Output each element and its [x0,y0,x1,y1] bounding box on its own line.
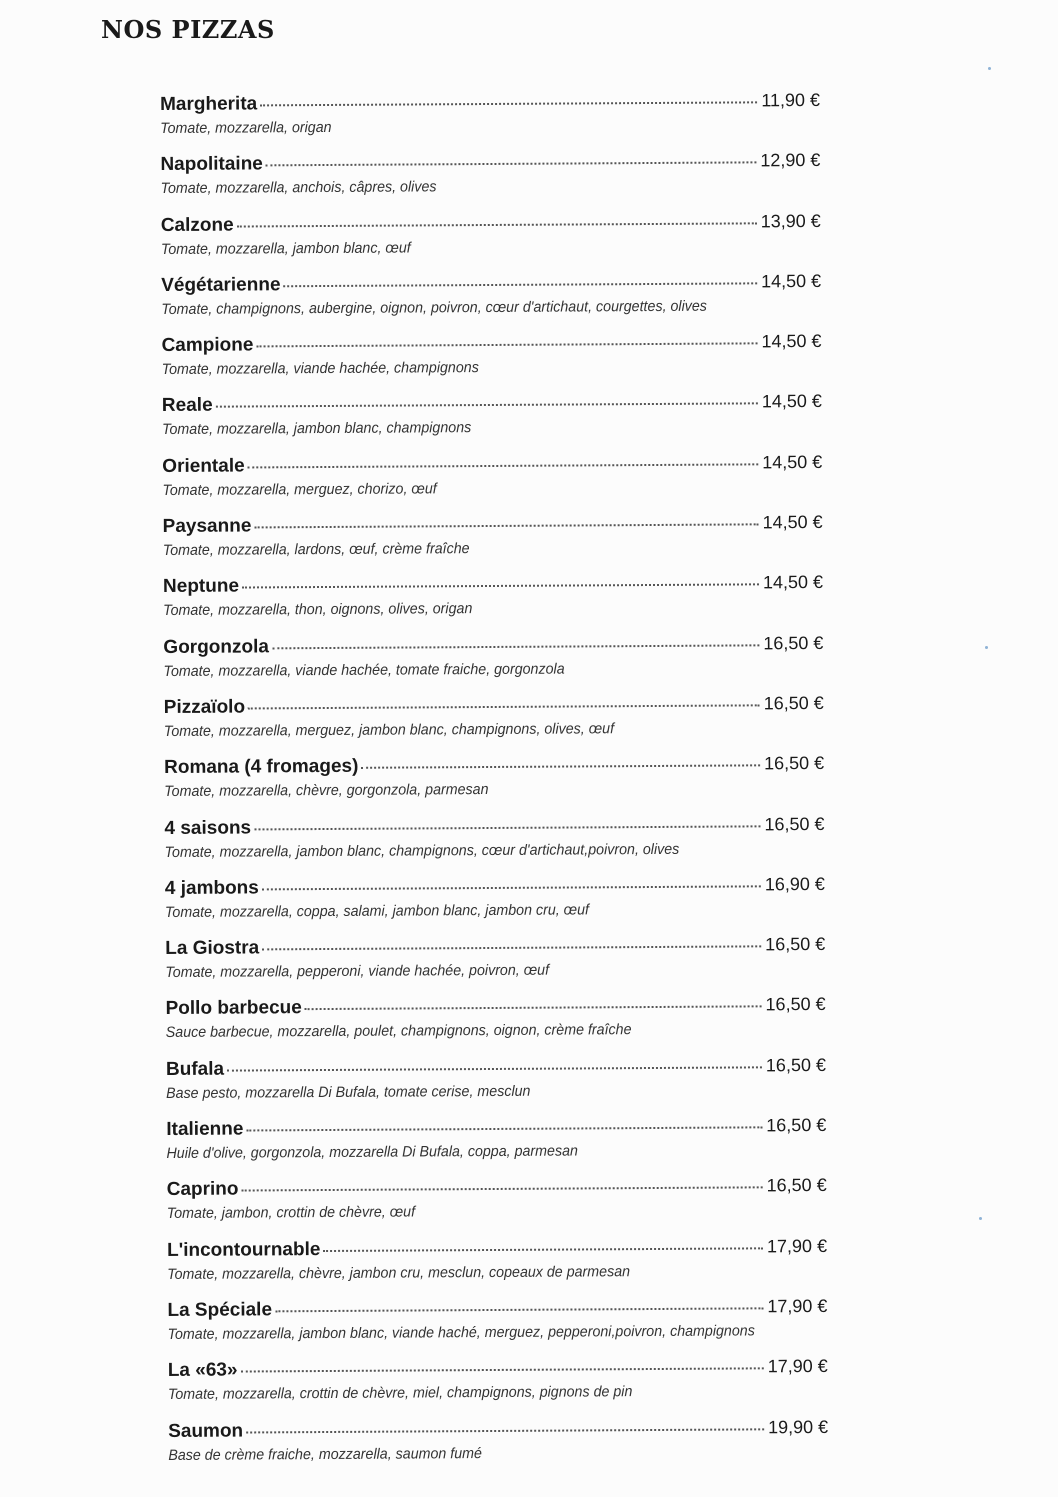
item-price: 16,50 € [764,813,825,834]
menu-item [163,633,823,697]
item-description: Tomate, mozzarella, thon, oignons, olives, origan [163,600,473,620]
scan-speck [988,67,991,70]
item-description: Tomate, jambon, crottin de chèvre, œuf [166,1203,416,1223]
item-price: 16,50 € [765,934,826,955]
item-name: La Spéciale [167,1299,273,1321]
menu-item [167,1236,827,1300]
item-price: 16,50 € [766,1175,827,1196]
item-name: La Giostra [165,937,260,960]
menu-item [160,150,820,214]
item-description: Tomate, champignons, aubergine, oignon, poivron, cœur d'artichaut, courgettes, olives [161,297,707,318]
item-description: Base pesto, mozzarella Di Bufala, tomate cerise, mesclun [166,1082,531,1102]
item-name: 4 saisons [164,817,252,839]
item-price: 11,90 € [761,89,821,111]
item-price: 16,50 € [765,1054,827,1076]
item-price: 14,50 € [762,572,824,593]
dot-leader [305,1006,762,1011]
item-price: 14,50 € [762,512,823,533]
item-description: Tomate, mozzarella, merguez, jambon blanc, champignons, olives, œuf [163,720,615,740]
item-name: Orientale [162,455,245,477]
item-description: Tomate, mozzarella, chèvre, jambon cru, mesclun, copeaux de parmesan [167,1262,631,1283]
menu-item [165,934,825,998]
item-price: 14,50 € [762,451,823,473]
dot-leader [246,1126,762,1131]
item-price: 17,90 € [766,1235,828,1256]
item-price: 13,90 € [760,210,821,231]
dot-leader [256,343,757,348]
item-price: 14,50 € [761,331,822,352]
item-description: Sauce barbecue, mozzarella, poulet, champignons, oignon, crème fraîche [165,1021,632,1042]
item-description: Huile d'olive, gorgonzola, mozzarella Di Bufala, coppa, parmesan [166,1142,578,1163]
menu-item [165,874,825,938]
menu-item [168,1356,828,1420]
item-description: Tomate, mozzarella, pepperoni, viande hachée, poivron, œuf [165,961,550,982]
item-description: Tomate, mozzarella, jambon blanc, viande haché, merguez, pepperoni,poivron, champignons [167,1322,755,1343]
item-name: Napolitaine [160,153,263,176]
item-name: Margherita [160,93,258,115]
dot-leader [266,162,757,167]
item-name: Neptune [162,575,240,598]
menu-item [164,693,824,757]
dot-leader [248,463,759,468]
menu-item [166,1055,826,1119]
menu-item [160,90,820,154]
dot-leader [241,1187,762,1192]
pizza-menu-list [160,90,828,1481]
dot-leader [254,523,758,528]
item-description: Tomate, mozzarella, crottin de chèvre, miel, champignons, pignons de pin [167,1383,633,1404]
dot-leader [242,584,759,589]
item-name: Saumon [168,1420,244,1442]
item-description: Tomate, mozzarella, coppa, salami, jambon blanc, jambon cru, œuf [164,901,590,921]
menu-item [164,753,824,817]
item-price: 16,50 € [763,632,824,653]
menu-item [167,1296,827,1360]
scan-speck [979,1217,982,1220]
page-title: NOS PIZZAS [101,15,275,44]
menu-item [161,211,821,275]
menu-item [168,1416,828,1480]
menu-item [163,512,823,576]
dot-leader [216,403,758,408]
item-price: 14,50 € [761,391,822,412]
item-description: Tomate, mozzarella, anchois, câpres, olives [160,178,437,198]
item-description: Tomate, mozzarella, jambon blanc, champignons [162,419,472,439]
item-price: 19,90 € [768,1416,829,1437]
item-description: Tomate, mozzarella, chèvre, gorgonzola, parmesan [164,781,489,801]
item-description: Tomate, mozzarella, viande hachée, tomate fraiche, gorgonzola [163,660,565,680]
item-name: Pollo barbecue [165,997,302,1020]
item-name: Italienne [166,1118,244,1141]
item-name: 4 jambons [164,877,259,899]
item-price: 16,90 € [764,873,825,895]
dot-leader [262,885,761,890]
item-name: Calzone [160,214,234,236]
item-price: 16,50 € [763,692,824,714]
menu-item [167,1175,827,1239]
item-name: Végétarienne [161,274,281,296]
item-description: Tomate, mozzarella, lardons, œuf, crème fraîche [162,540,470,560]
item-price: 16,50 € [763,753,825,774]
menu-item [166,1115,826,1179]
item-name: L'incontournable [166,1238,321,1261]
item-price: 16,50 € [766,1114,827,1136]
item-name: Campione [161,334,254,357]
menu-item [161,331,821,395]
dot-leader [241,1368,764,1373]
item-description: Tomate, mozzarella, jambon blanc, œuf [160,239,411,258]
menu-item [166,994,826,1058]
item-description: Tomate, mozzarella, viande hachée, champignons [161,359,479,379]
menu-item [162,391,822,455]
dot-leader [237,222,757,227]
dot-leader [323,1247,763,1252]
item-name: La «63» [167,1359,238,1382]
item-price: 17,90 € [767,1356,828,1377]
dot-leader [272,644,759,649]
dot-leader [361,765,760,769]
item-name: Romana (4 fromages) [164,756,359,779]
item-description: Tomate, mozzarella, merguez, chorizo, œuf [162,480,437,499]
dot-leader [260,101,757,106]
dot-leader [248,704,760,709]
menu-item [163,572,823,636]
dot-leader [283,282,757,287]
item-price: 12,90 € [760,150,821,171]
dot-leader [254,825,760,830]
dot-leader [246,1428,764,1433]
menu-item [164,814,824,878]
item-name: Paysanne [162,515,252,538]
item-name: Gorgonzola [163,636,270,658]
item-price: 17,90 € [767,1295,828,1317]
item-name: Reale [161,395,213,417]
dot-leader [275,1307,763,1312]
item-description: Tomate, mozzarella, origan [160,118,332,137]
item-price: 14,50 € [761,270,822,292]
item-description: Base de crème fraiche, mozzarella, saumon fumé [168,1444,483,1464]
menu-item [162,452,822,516]
item-price: 16,50 € [765,994,826,1015]
dot-leader [227,1066,762,1071]
menu-item [161,271,821,335]
item-name: Caprino [166,1178,239,1201]
item-name: Pizzaïolo [163,696,246,718]
item-name: Bufala [165,1058,225,1080]
item-description: Tomate, mozzarella, jambon blanc, champignons, cœur d'artichaut,poivron, olives [164,840,680,861]
dot-leader [262,945,761,950]
scan-speck [985,646,988,649]
